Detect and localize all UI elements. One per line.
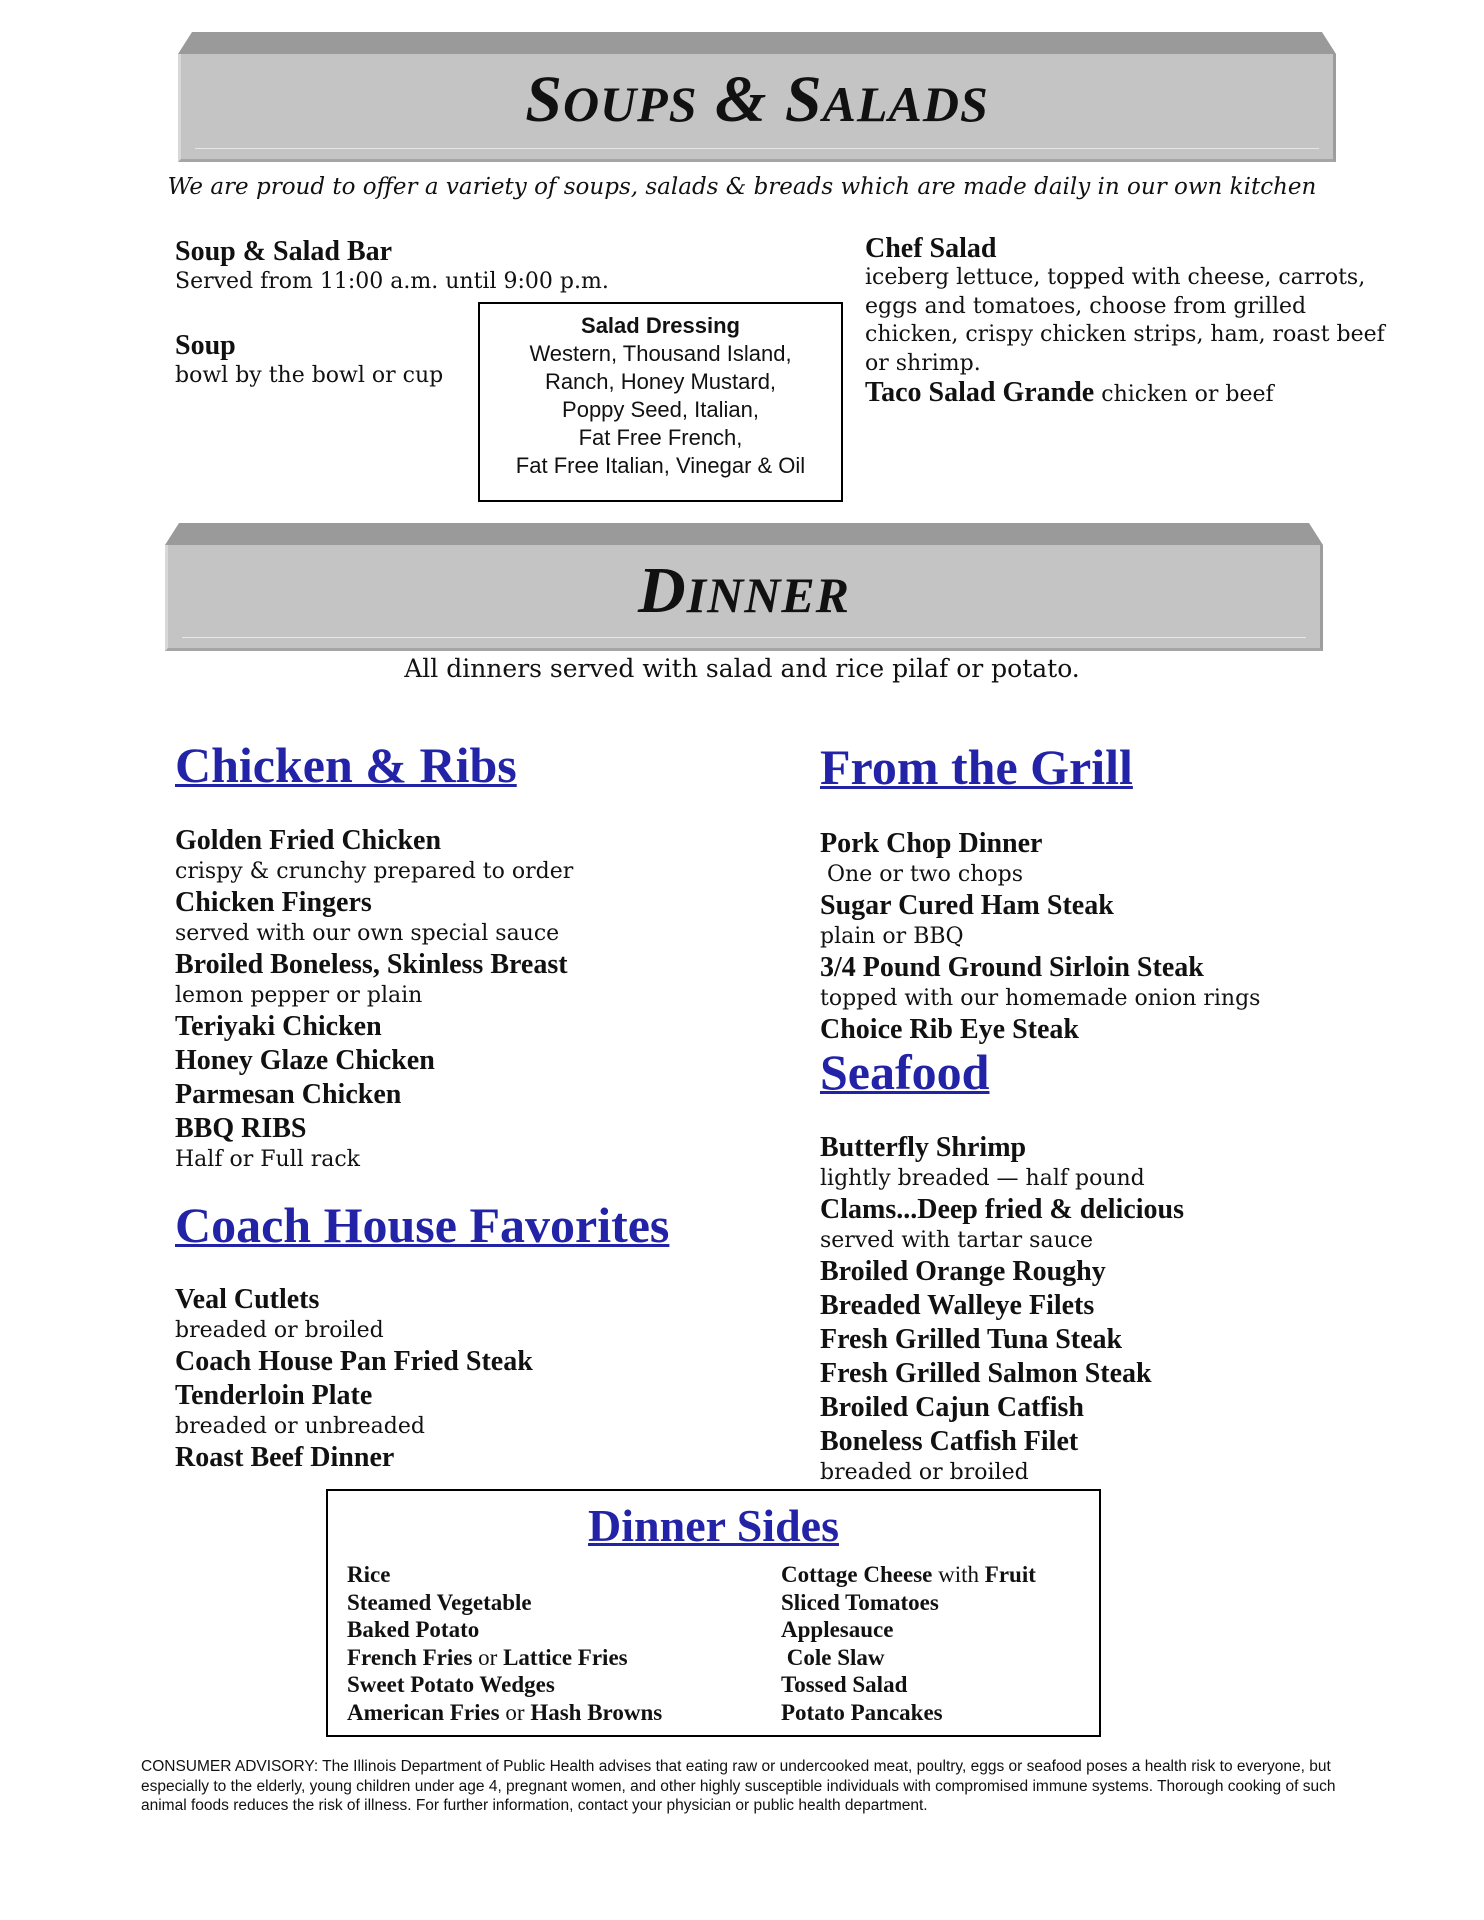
- dressing-line: Fat Free Italian, Vinegar & Oil: [515, 453, 806, 478]
- menu-item-desc: lemon pepper or plain: [175, 983, 423, 1008]
- menu-item-name: Honey Glaze Chicken: [175, 1045, 435, 1076]
- menu-item-name: Parmesan Chicken: [175, 1079, 402, 1110]
- menu-item-desc: breaded or broiled: [175, 1318, 384, 1343]
- coach-house-list: [175, 1283, 795, 1475]
- side-item: Potato Pancakes: [781, 1699, 943, 1725]
- menu-item-name: Fresh Grilled Tuna Steak: [820, 1324, 1123, 1355]
- chef-salad-name: Chef Salad: [865, 233, 997, 264]
- sides-right-column: [781, 1561, 1036, 1727]
- menu-item-name: Chicken Fingers: [175, 887, 372, 918]
- menu-item-name: BBQ RIBS: [175, 1113, 307, 1144]
- dinner-banner: [165, 523, 1323, 651]
- menu-item-desc: plain or BBQ: [820, 924, 964, 949]
- menu-item-name: Roast Beef Dinner: [175, 1442, 395, 1473]
- menu-item-desc: Half or Full rack: [175, 1147, 361, 1172]
- menu-item-name: Broiled Boneless, Skinless Breast: [175, 949, 568, 980]
- menu-item-name: Fresh Grilled Salmon Steak: [820, 1358, 1152, 1389]
- sides-left-column: [347, 1561, 662, 1727]
- chicken-ribs-list: [175, 824, 795, 1174]
- menu-item-desc: One or two chops: [820, 862, 1023, 887]
- side-item: Sliced Tomatoes: [781, 1589, 939, 1615]
- side-item: Rice: [347, 1562, 391, 1587]
- menu-item-desc: served with our own special sauce: [175, 921, 560, 946]
- menu-item-desc: breaded or broiled: [820, 1460, 1029, 1485]
- side-item: Cottage Cheese with Fruit: [781, 1562, 1036, 1587]
- menu-item-name: Tenderloin Plate: [175, 1380, 373, 1411]
- taco-salad: [865, 376, 1274, 410]
- banner-bevel: [165, 523, 1323, 545]
- menu-item-desc: topped with our homemade onion rings: [820, 986, 1261, 1011]
- dressing-line: Poppy Seed, Italian,: [562, 397, 759, 422]
- dressing-line: Fat Free French,: [578, 425, 743, 450]
- menu-item-name: Breaded Walleye Filets: [820, 1290, 1095, 1321]
- side-item: French Fries or Lattice Fries: [347, 1644, 628, 1670]
- seafood-heading: Seafood: [820, 1044, 990, 1100]
- soups-intro: We are proud to offer a variety of soups, salads & breads which are made daily in our own kitchen: [167, 174, 1317, 200]
- soups-salads-banner: [178, 32, 1336, 162]
- banner-bevel: [178, 32, 1336, 54]
- chicken-ribs-heading: Chicken & Ribs: [175, 737, 517, 793]
- menu-item-name: Golden Fried Chicken: [175, 825, 442, 856]
- menu-item-desc: crispy & crunchy prepared to order: [175, 859, 574, 884]
- side-item: Steamed Vegetable: [347, 1589, 532, 1615]
- chef-salad-desc: iceberg lettuce, topped with cheese, carrots, eggs and tomatoes, choose from grilled chicken, crispy chicken strips, ham, roast beef or shrimp.: [865, 265, 1385, 376]
- side-item: American Fries or Hash Browns: [347, 1699, 663, 1725]
- menu-item-name: Boneless Catfish Filet: [820, 1426, 1079, 1457]
- menu-item-name: 3/4 Pound Ground Sirloin Steak: [820, 952, 1204, 983]
- taco-salad-desc: chicken or beef: [1094, 382, 1274, 407]
- consumer-advisory: CONSUMER ADVISORY: The Illinois Department of Public Health advises that eating raw or undercooked meat, poultry, eggs or seafood poses a health risk to everyone, but especially to the elderly, young children under age 4, pregnant women, and other highly susceptible individuals with compromised immune systems. Thorough cooking of such animal foods reduces the risk of illness. For further information, contact your physician or public health department.: [141, 1758, 1336, 1814]
- seafood-list: [820, 1131, 1420, 1487]
- grill-heading: From the Grill: [820, 739, 1133, 795]
- dinner-sides-box: [326, 1489, 1101, 1737]
- side-item: Applesauce: [781, 1617, 894, 1643]
- menu-item-name: Broiled Orange Roughy: [820, 1256, 1106, 1287]
- salad-dressing-title: Salad Dressing: [581, 313, 740, 338]
- menu-item-name: Teriyaki Chicken: [175, 1011, 382, 1042]
- menu-item-desc: lightly breaded — half pound: [820, 1166, 1145, 1191]
- menu-item-name: Veal Cutlets: [175, 1284, 320, 1315]
- taco-salad-name: Taco Salad Grande: [865, 377, 1095, 408]
- dinner-sides-heading: Dinner Sides: [588, 1500, 839, 1551]
- soups-salads-title: SOUPS & SALADS: [525, 63, 989, 136]
- side-item: Baked Potato: [347, 1617, 480, 1643]
- menu-item-name: Coach House Pan Fried Steak: [175, 1346, 533, 1377]
- dressing-line: Ranch, Honey Mustard,: [544, 369, 777, 394]
- menu-item-desc: served with tartar sauce: [820, 1228, 1094, 1253]
- menu-item-name: Sugar Cured Ham Steak: [820, 890, 1114, 921]
- dinner-intro: All dinners served with salad and rice pilaf or potato.: [404, 654, 1080, 683]
- soup-name: Soup: [175, 330, 236, 361]
- salad-dressing-box: [478, 302, 843, 502]
- soup-salad-bar-desc: Served from 11:00 a.m. until 9:00 p.m.: [175, 269, 609, 294]
- menu-item-name: Butterfly Shrimp: [820, 1132, 1027, 1163]
- menu-item-name: Broiled Cajun Catfish: [820, 1392, 1084, 1423]
- menu-item-name: Choice Rib Eye Steak: [820, 1014, 1079, 1045]
- coach-house-heading: Coach House Favorites: [175, 1197, 670, 1253]
- soup-desc: bowl by the bowl or cup: [175, 363, 444, 388]
- dinner-title: DINNER: [637, 554, 851, 627]
- side-item: Tossed Salad: [781, 1672, 908, 1698]
- soup-salad-bar-name: Soup & Salad Bar: [175, 236, 393, 267]
- dressing-line: Western, Thousand Island,: [529, 341, 792, 366]
- side-item: Cole Slaw: [781, 1644, 885, 1670]
- grill-list: [820, 827, 1420, 1047]
- menu-item-name: Clams...Deep fried & delicious: [820, 1194, 1184, 1225]
- menu-item-desc: breaded or unbreaded: [175, 1414, 425, 1439]
- menu-item-name: Pork Chop Dinner: [820, 828, 1043, 859]
- side-item: Sweet Potato Wedges: [347, 1672, 555, 1698]
